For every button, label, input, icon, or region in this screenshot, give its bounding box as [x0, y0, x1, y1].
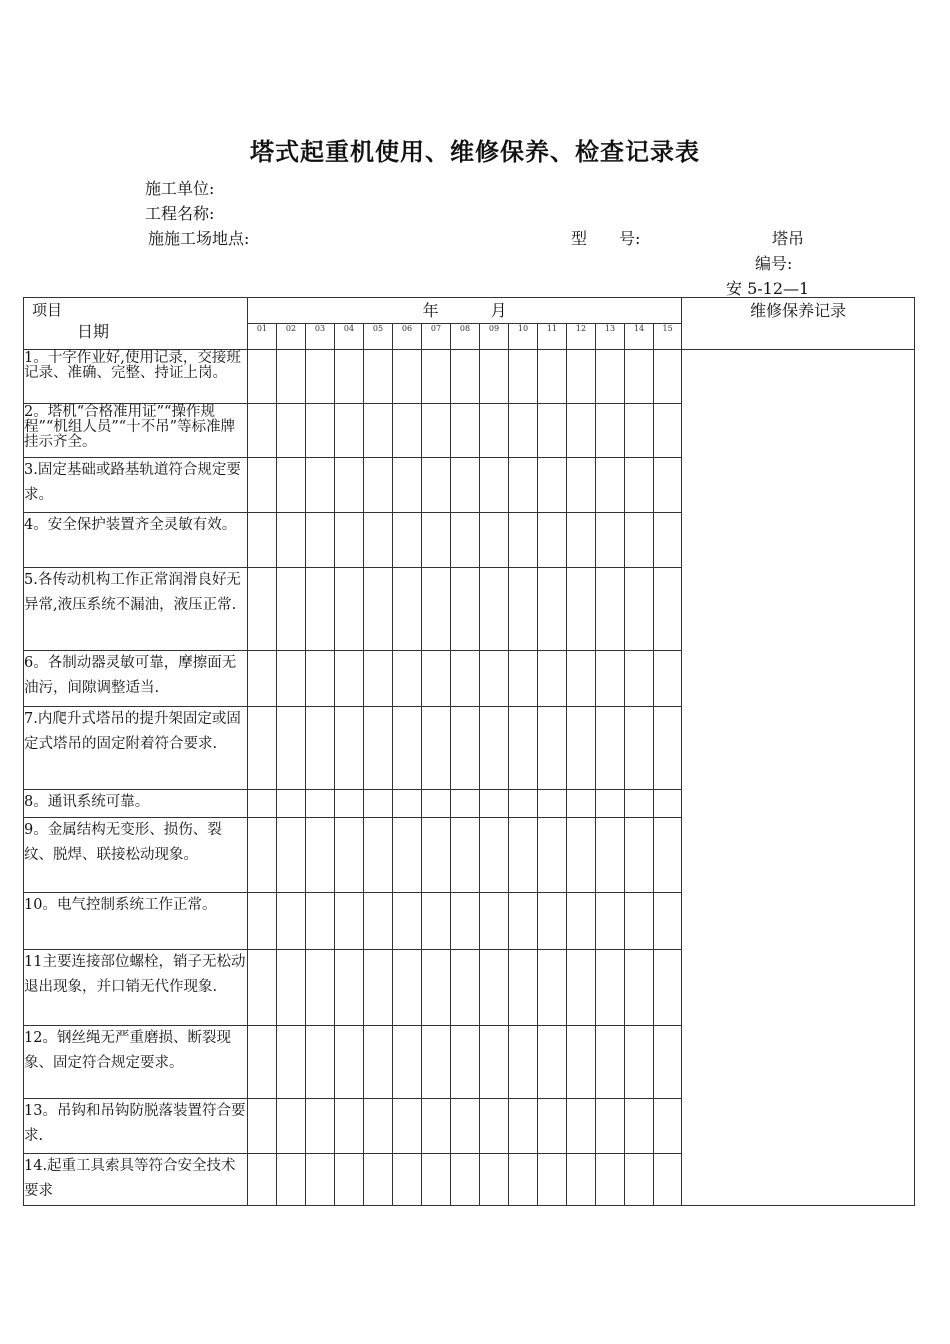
check-cell[interactable] [538, 790, 567, 818]
check-cell[interactable] [596, 1099, 625, 1154]
check-cell[interactable] [596, 818, 625, 893]
check-cell[interactable] [277, 893, 306, 950]
check-cell[interactable] [480, 568, 509, 651]
maintenance-record-header: 维修保养记录 [682, 298, 915, 350]
check-cell[interactable] [480, 818, 509, 893]
check-cell[interactable] [596, 568, 625, 651]
check-cell[interactable] [335, 893, 364, 950]
check-cell[interactable] [625, 350, 654, 404]
check-cell[interactable] [451, 818, 480, 893]
check-cell[interactable] [596, 513, 625, 568]
check-cell[interactable] [654, 404, 682, 458]
check-cell[interactable] [364, 1154, 393, 1206]
check-cell[interactable] [451, 513, 480, 568]
check-cell[interactable] [451, 568, 480, 651]
check-cell[interactable] [596, 404, 625, 458]
check-cell[interactable] [654, 458, 682, 513]
day-header-10: 10 [509, 324, 538, 350]
check-cell[interactable] [567, 893, 596, 950]
check-cell[interactable] [277, 458, 306, 513]
check-cell[interactable] [480, 707, 509, 790]
check-cell[interactable] [306, 513, 335, 568]
check-cell[interactable] [451, 1099, 480, 1154]
check-cell[interactable] [248, 458, 277, 513]
check-cell[interactable] [451, 893, 480, 950]
check-cell[interactable] [654, 707, 682, 790]
check-cell[interactable] [451, 950, 480, 1026]
check-cell[interactable] [480, 893, 509, 950]
check-cell[interactable] [567, 350, 596, 404]
check-cell[interactable] [422, 818, 451, 893]
check-cell[interactable] [480, 651, 509, 707]
check-cell[interactable] [306, 950, 335, 1026]
check-cell[interactable] [364, 818, 393, 893]
check-cell[interactable] [306, 404, 335, 458]
check-cell[interactable] [567, 790, 596, 818]
check-cell[interactable] [277, 1026, 306, 1099]
check-cell[interactable] [248, 513, 277, 568]
check-cell[interactable] [625, 707, 654, 790]
check-cell[interactable] [567, 950, 596, 1026]
check-cell[interactable] [277, 707, 306, 790]
check-cell[interactable] [480, 1026, 509, 1099]
check-cell[interactable] [306, 818, 335, 893]
check-cell[interactable] [364, 568, 393, 651]
check-cell[interactable] [393, 1099, 422, 1154]
check-cell[interactable] [248, 1026, 277, 1099]
check-cell[interactable] [538, 818, 567, 893]
check-cell[interactable] [422, 790, 451, 818]
check-cell[interactable] [567, 513, 596, 568]
check-cell[interactable] [335, 350, 364, 404]
check-cell[interactable] [567, 1154, 596, 1206]
check-cell[interactable] [654, 790, 682, 818]
check-cell[interactable] [248, 568, 277, 651]
day-header-4: 04 [335, 324, 364, 350]
check-cell[interactable] [654, 1026, 682, 1099]
check-cell[interactable] [393, 707, 422, 790]
item-label-2: 2。塔机“合格准用证”“操作规程”“机组人员”“十不吊”等标准牌挂示齐全。 [24, 404, 248, 458]
check-cell[interactable] [364, 1099, 393, 1154]
check-cell[interactable] [335, 404, 364, 458]
year-label: 年 [422, 301, 439, 320]
check-cell[interactable] [538, 513, 567, 568]
check-cell[interactable] [596, 651, 625, 707]
check-cell[interactable] [538, 350, 567, 404]
check-cell[interactable] [509, 1154, 538, 1206]
check-cell[interactable] [451, 790, 480, 818]
check-cell[interactable] [538, 651, 567, 707]
day-header-2: 02 [277, 324, 306, 350]
check-cell[interactable] [509, 404, 538, 458]
check-cell[interactable] [364, 1026, 393, 1099]
check-cell[interactable] [422, 1154, 451, 1206]
record-table [23, 297, 915, 1206]
item-label-3: 3.固定基础或路基轨道符合规定要求。 [24, 458, 248, 513]
check-cell[interactable] [248, 790, 277, 818]
check-cell[interactable] [306, 1099, 335, 1154]
check-cell[interactable] [306, 568, 335, 651]
check-cell[interactable] [248, 651, 277, 707]
check-cell[interactable] [596, 893, 625, 950]
item-row-1 [24, 350, 915, 404]
number-label: 编号: [755, 254, 793, 273]
day-header-14: 14 [625, 324, 654, 350]
check-cell[interactable] [538, 458, 567, 513]
model-value: 塔吊 [772, 229, 805, 248]
check-cell[interactable] [596, 1026, 625, 1099]
check-cell[interactable] [596, 458, 625, 513]
item-label-12: 12。钢丝绳无严重磨损、断裂现象、固定符合规定要求。 [24, 1026, 248, 1099]
check-cell[interactable] [567, 568, 596, 651]
check-cell[interactable] [306, 893, 335, 950]
check-cell[interactable] [625, 651, 654, 707]
item-label-13: 13。吊钩和吊钩防脱落装置符合要求. [24, 1099, 248, 1154]
check-cell[interactable] [393, 458, 422, 513]
check-cell[interactable] [538, 568, 567, 651]
check-cell[interactable] [480, 458, 509, 513]
check-cell[interactable] [248, 893, 277, 950]
check-cell[interactable] [596, 350, 625, 404]
check-cell[interactable] [422, 513, 451, 568]
check-cell[interactable] [654, 651, 682, 707]
check-cell[interactable] [306, 1154, 335, 1206]
check-cell[interactable] [596, 950, 625, 1026]
item-label-10: 10。电气控制系统工作正常。 [24, 893, 248, 950]
check-cell[interactable] [509, 790, 538, 818]
check-cell[interactable] [509, 651, 538, 707]
check-cell[interactable] [509, 513, 538, 568]
day-header-8: 08 [451, 324, 480, 350]
day-header-12: 12 [567, 324, 596, 350]
check-cell[interactable] [335, 790, 364, 818]
check-cell[interactable] [451, 404, 480, 458]
check-cell[interactable] [654, 513, 682, 568]
project-name-label: 工程名称: [145, 204, 215, 223]
check-cell[interactable] [364, 893, 393, 950]
check-cell[interactable] [335, 1154, 364, 1206]
check-cell[interactable] [393, 651, 422, 707]
check-cell[interactable] [596, 790, 625, 818]
check-cell[interactable] [567, 651, 596, 707]
item-label-1: 1。十字作业好,使用记录，交接班记录、准确、完整、持证上岗。 [24, 350, 248, 404]
check-cell[interactable] [335, 1099, 364, 1154]
check-cell[interactable] [451, 651, 480, 707]
check-cell[interactable] [306, 1026, 335, 1099]
check-cell[interactable] [538, 1154, 567, 1206]
day-header-3: 03 [306, 324, 335, 350]
check-cell[interactable] [422, 568, 451, 651]
check-cell[interactable] [364, 513, 393, 568]
check-cell[interactable] [277, 1099, 306, 1154]
check-cell[interactable] [567, 404, 596, 458]
form-code: 安 5-12—1 [726, 279, 810, 298]
check-cell[interactable] [393, 790, 422, 818]
check-cell[interactable] [393, 350, 422, 404]
check-cell[interactable] [654, 568, 682, 651]
check-cell[interactable] [538, 1099, 567, 1154]
site-location-label: 施施工场地点: [148, 229, 250, 248]
check-cell[interactable] [248, 1154, 277, 1206]
check-cell[interactable] [654, 1154, 682, 1206]
check-cell[interactable] [509, 818, 538, 893]
check-cell[interactable] [277, 651, 306, 707]
day-header-11: 11 [538, 324, 567, 350]
item-label-4: 4。安全保护装置齐全灵敏有效。 [24, 513, 248, 568]
check-cell[interactable] [625, 1026, 654, 1099]
check-cell[interactable] [451, 1026, 480, 1099]
check-cell[interactable] [480, 404, 509, 458]
check-cell[interactable] [248, 404, 277, 458]
check-cell[interactable] [480, 513, 509, 568]
day-header-7: 07 [422, 324, 451, 350]
check-cell[interactable] [364, 707, 393, 790]
check-cell[interactable] [277, 568, 306, 651]
check-cell[interactable] [306, 651, 335, 707]
day-header-13: 13 [596, 324, 625, 350]
check-cell[interactable] [335, 513, 364, 568]
check-cell[interactable] [538, 950, 567, 1026]
check-cell[interactable] [422, 893, 451, 950]
check-cell[interactable] [393, 1026, 422, 1099]
item-label-7: 7.内爬升式塔吊的提升架固定或固定式塔吊的固定附着符合要求. [24, 707, 248, 790]
check-cell[interactable] [480, 950, 509, 1026]
check-cell[interactable] [480, 790, 509, 818]
construction-unit-label: 施工单位: [145, 179, 215, 198]
check-cell[interactable] [538, 404, 567, 458]
check-cell[interactable] [538, 707, 567, 790]
check-cell[interactable] [393, 404, 422, 458]
item-label-9: 9。金属结构无变形、损伤、裂纹、脱焊、联接松动现象。 [24, 818, 248, 893]
check-cell[interactable] [567, 1026, 596, 1099]
check-cell[interactable] [248, 350, 277, 404]
check-cell[interactable] [451, 1154, 480, 1206]
check-cell[interactable] [538, 1026, 567, 1099]
check-cell[interactable] [422, 350, 451, 404]
check-cell[interactable] [364, 950, 393, 1026]
item-label-5: 5.各传动机构工作正常润滑良好无异常,液压系统不漏油，液压正常. [24, 568, 248, 651]
check-cell[interactable] [567, 458, 596, 513]
check-cell[interactable] [277, 1154, 306, 1206]
corner-cell [24, 298, 248, 350]
check-cell[interactable] [625, 818, 654, 893]
day-header-1: 01 [248, 324, 277, 350]
check-cell[interactable] [509, 950, 538, 1026]
corner-date-label: 日期 [77, 322, 110, 341]
corner-item-label: 项目 [32, 301, 63, 319]
check-cell[interactable] [509, 458, 538, 513]
day-header-6: 06 [393, 324, 422, 350]
check-cell[interactable] [306, 350, 335, 404]
header-row-1 [24, 298, 915, 324]
check-cell[interactable] [277, 950, 306, 1026]
check-cell[interactable] [393, 818, 422, 893]
check-cell[interactable] [335, 458, 364, 513]
check-cell[interactable] [335, 568, 364, 651]
check-cell[interactable] [509, 350, 538, 404]
check-cell[interactable] [364, 790, 393, 818]
check-cell[interactable] [625, 458, 654, 513]
model-label: 型 号: [571, 229, 641, 248]
check-cell[interactable] [248, 707, 277, 790]
check-cell[interactable] [306, 707, 335, 790]
check-cell[interactable] [277, 818, 306, 893]
check-cell[interactable] [625, 950, 654, 1026]
check-cell[interactable] [567, 707, 596, 790]
check-cell[interactable] [335, 651, 364, 707]
check-cell[interactable] [393, 568, 422, 651]
page-title: 塔式起重机使用、维修保养、检查记录表 [250, 138, 700, 166]
check-cell[interactable] [480, 1154, 509, 1206]
check-cell[interactable] [422, 1099, 451, 1154]
check-cell[interactable] [625, 790, 654, 818]
check-cell[interactable] [364, 651, 393, 707]
check-cell[interactable] [422, 707, 451, 790]
check-cell[interactable] [654, 950, 682, 1026]
check-cell[interactable] [567, 1099, 596, 1154]
check-cell[interactable] [335, 818, 364, 893]
check-cell[interactable] [480, 350, 509, 404]
check-cell[interactable] [364, 458, 393, 513]
month-label: 月 [490, 301, 507, 320]
check-cell[interactable] [451, 707, 480, 790]
item-label-14: 14.起重工具索具等符合安全技术要求 [24, 1154, 248, 1206]
check-cell[interactable] [509, 893, 538, 950]
check-cell[interactable] [625, 404, 654, 458]
check-cell[interactable] [625, 893, 654, 950]
check-cell[interactable] [451, 350, 480, 404]
check-cell[interactable] [654, 893, 682, 950]
check-cell[interactable] [393, 1154, 422, 1206]
check-cell[interactable] [248, 950, 277, 1026]
check-cell[interactable] [654, 1099, 682, 1154]
check-cell[interactable] [306, 790, 335, 818]
check-cell[interactable] [422, 651, 451, 707]
check-cell[interactable] [451, 458, 480, 513]
day-header-15: 15 [654, 324, 682, 350]
check-cell[interactable] [625, 1154, 654, 1206]
check-cell[interactable] [509, 1026, 538, 1099]
check-cell[interactable] [509, 1099, 538, 1154]
check-cell[interactable] [625, 1099, 654, 1154]
day-header-5: 05 [364, 324, 393, 350]
check-cell[interactable] [625, 568, 654, 651]
check-cell[interactable] [364, 404, 393, 458]
check-cell[interactable] [277, 350, 306, 404]
check-cell[interactable] [335, 950, 364, 1026]
item-label-8: 8。通讯系统可靠。 [24, 790, 248, 818]
item-label-6: 6。各制动器灵敏可靠，摩擦面无油污，间隙调整适当. [24, 651, 248, 707]
check-cell[interactable] [277, 790, 306, 818]
check-cell[interactable] [654, 350, 682, 404]
check-cell[interactable] [422, 404, 451, 458]
check-cell[interactable] [596, 1154, 625, 1206]
check-cell[interactable] [248, 1099, 277, 1154]
check-cell[interactable] [509, 707, 538, 790]
check-cell[interactable] [393, 950, 422, 1026]
year-month-header [248, 298, 682, 324]
check-cell[interactable] [393, 893, 422, 950]
check-cell[interactable] [422, 950, 451, 1026]
check-cell[interactable] [248, 818, 277, 893]
check-cell[interactable] [480, 1099, 509, 1154]
check-cell[interactable] [567, 818, 596, 893]
check-cell[interactable] [509, 568, 538, 651]
check-cell[interactable] [538, 893, 567, 950]
check-cell[interactable] [364, 350, 393, 404]
item-label-11: 11主要连接部位螺栓，销子无松动退出现象，并口销无代作现象. [24, 950, 248, 1026]
check-cell[interactable] [277, 404, 306, 458]
check-cell[interactable] [335, 707, 364, 790]
maintenance-record-area[interactable] [682, 350, 915, 1206]
check-cell[interactable] [625, 513, 654, 568]
check-cell[interactable] [335, 1026, 364, 1099]
check-cell[interactable] [393, 513, 422, 568]
check-cell[interactable] [306, 458, 335, 513]
check-cell[interactable] [596, 707, 625, 790]
day-header-9: 09 [480, 324, 509, 350]
check-cell[interactable] [277, 513, 306, 568]
check-cell[interactable] [422, 458, 451, 513]
check-cell[interactable] [422, 1026, 451, 1099]
check-cell[interactable] [654, 818, 682, 893]
